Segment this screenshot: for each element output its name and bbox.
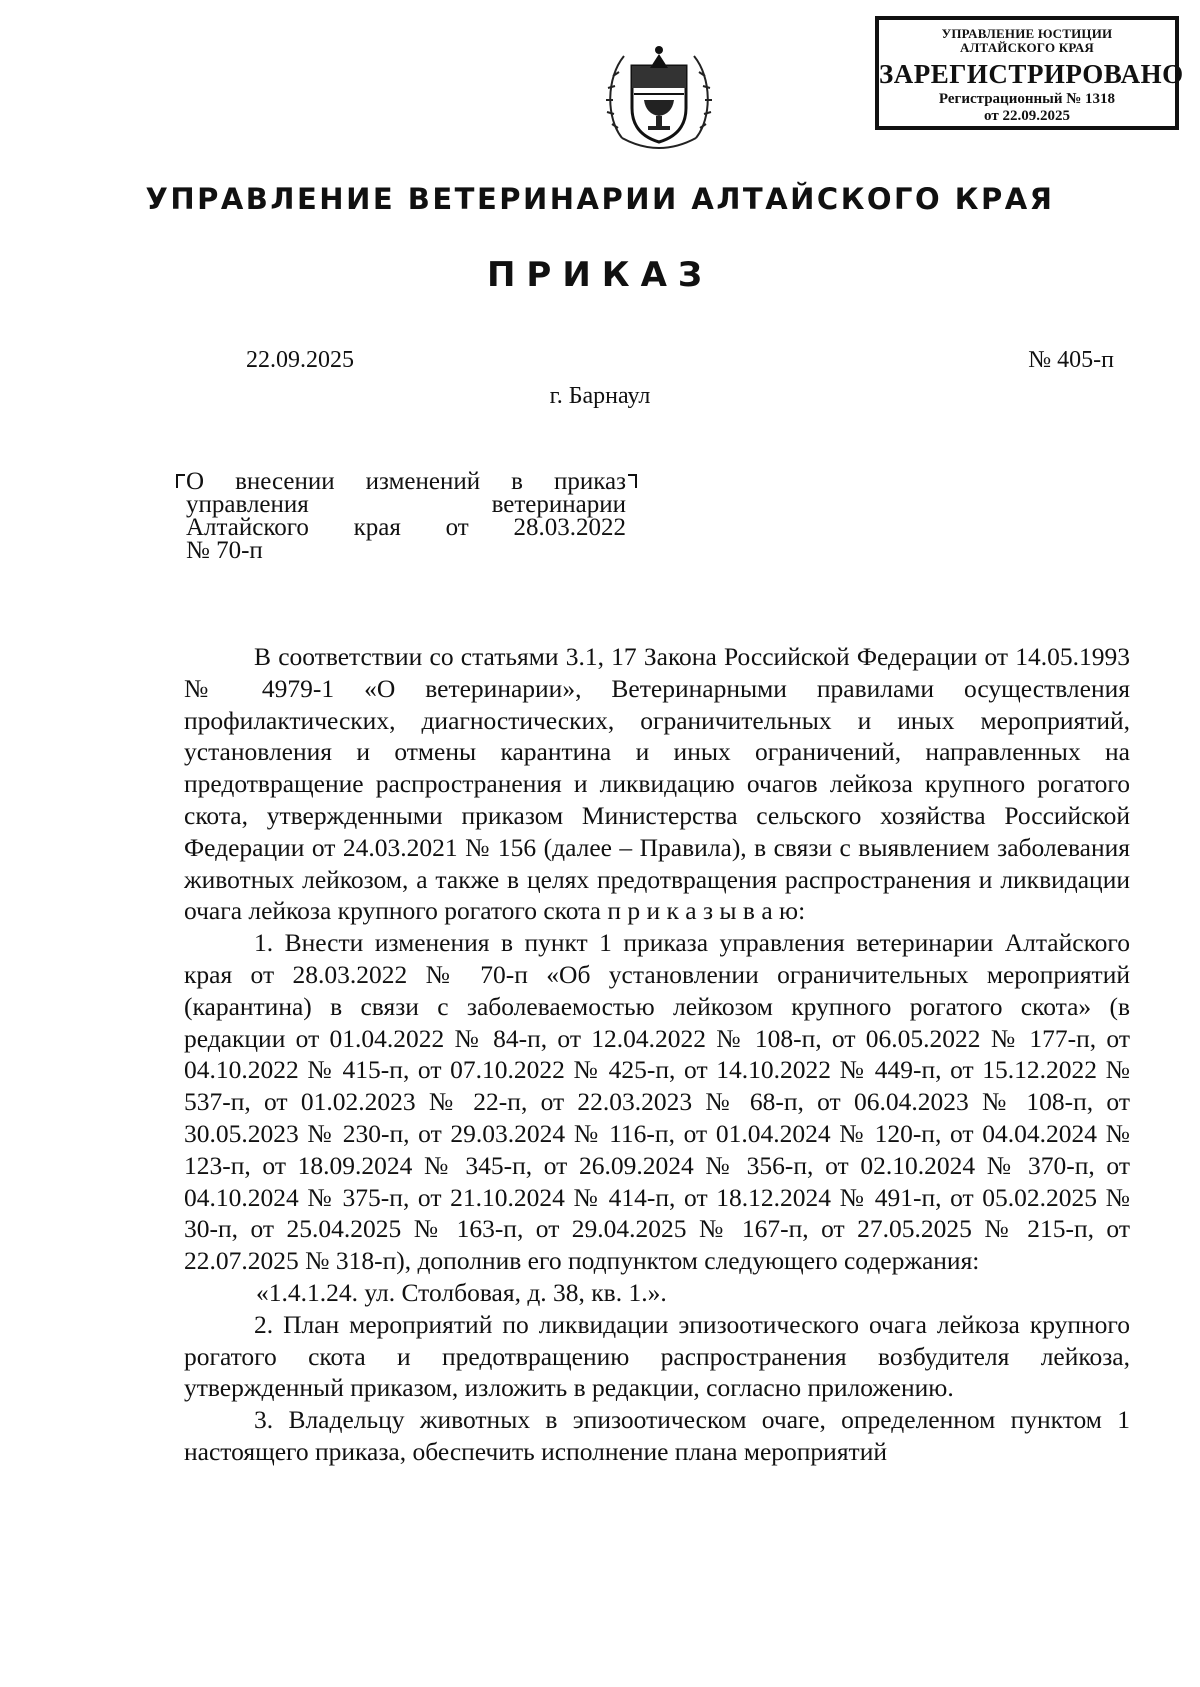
order-body (184, 641, 1130, 1468)
agency-name: УПРАВЛЕНИЕ ВЕТЕРИНАРИИ АЛТАЙСКОГО КРАЯ (145, 182, 1055, 216)
subject-line: управления ветеринарии (186, 491, 626, 518)
coat-of-arms-emblem (604, 38, 714, 156)
item-3-paragraph: 3. Владельцу животных в эпизоотическом очаге, определенном пунктом 1 настоящего приказа, обеспечить исполнение плана мероприятий (184, 1405, 1130, 1466)
registration-stamp (875, 16, 1184, 130)
preamble-paragraph: В соответствии со статьями 3.1, 17 Закона Российской Федерации от 14.05.1993 № 4979-1 «О ветеринарии», Ветеринарными правилами осуществления профилактических, диагностических, ограничительных и иных мероприятий, установления и отмены карантина и иных ограничений, направленных на предотвращение распространения и ликвидацию очагов лейкоза крупного рогатого скота, утвержденными приказом Министерства сельского хозяйства Российской Федерации от 24.03.2021 № 156 (далее – Правила), в связи с выявлением заболевания животных лейкозом, а также в целях предотвращения распространения и ликвидации очага лейкоза крупного рогатого скота п р и к а з ы в а ю: (184, 642, 1130, 926)
subject-line: О внесении изменений в приказ (186, 468, 626, 495)
subject-bracket-right (628, 474, 637, 488)
order-subject (186, 470, 626, 562)
subject-line: Алтайского края от 28.03.2022 (186, 514, 626, 541)
stamp-status: ЗАРЕГИСТРИРОВАНО (879, 59, 1184, 89)
order-date: 22.09.2025 (246, 347, 354, 373)
order-number: № 405-п (1028, 347, 1114, 373)
document-type-title: ПРИКАЗ (486, 255, 714, 295)
stamp-reg-number: Регистрационный № 1318 (938, 91, 1116, 107)
item-1-paragraph: 1. Внести изменения в пункт 1 приказа управления ветеринарии Алтайского края от 28.03.2022 № 70-п «Об установлении ограничительных мероприятий (карантина) в связи с заболеваемостью лейкозом крупного рогатого скота» (в редакции от 01.04.2022 № 84-п, от 12.04.2022 № 108-п, от 06.05.2022 № 177-п, от 04.10.2022 № 415-п, от 07.10.2022 № 425-п, от 14.10.2022 № 449-п, от 15.12.2022 № 537-п, от 01.02.2023 № 22-п, от 22.03.2023 № 68-п, от 06.04.2023 № 108-п, от 30.05.2023 № 230-п, от 29.03.2024 № 116-п, от 01.04.2024 № 120-п, от 04.04.2024 № 123-п, от 18.09.2024 № 345-п, от 26.09.2024 № 356-п, от 02.10.2024 № 370-п, от 04.10.2024 № 375-п, от 21.10.2024 № 414-п, от 18.12.2024 № 491-п, от 05.02.2025 № 30-п, от 25.04.2025 № 163-п, от 29.04.2025 № 167-п, от 27.05.2025 № 215-п, от 22.07.2025 № 318-п), дополнив его подпунктом следующего содержания: (184, 928, 1130, 1276)
stamp-org-line2: АЛТАЙСКОГО КРАЯ (960, 40, 1094, 55)
item-2-paragraph: 2. План мероприятий по ликвидации эпизоотического очага лейкоза крупного рогатого скота и предотвращению распространения возбудителя лейкоза, утвержденный приказом, изложить в редакции, согласно приложению. (184, 1309, 1130, 1403)
stamp-org-line1: УПРАВЛЕНИЕ ЮСТИЦИИ (941, 26, 1113, 41)
subject-bracket-left (176, 474, 185, 488)
stamp-reg-date: от 22.09.2025 (984, 108, 1070, 124)
order-city: г. Барнаул (549, 383, 651, 409)
subject-line: № 70-п (186, 537, 263, 564)
item-1-quote: «1.4.1.24. ул. Столбовая, д. 38, кв. 1.». (256, 1277, 667, 1307)
